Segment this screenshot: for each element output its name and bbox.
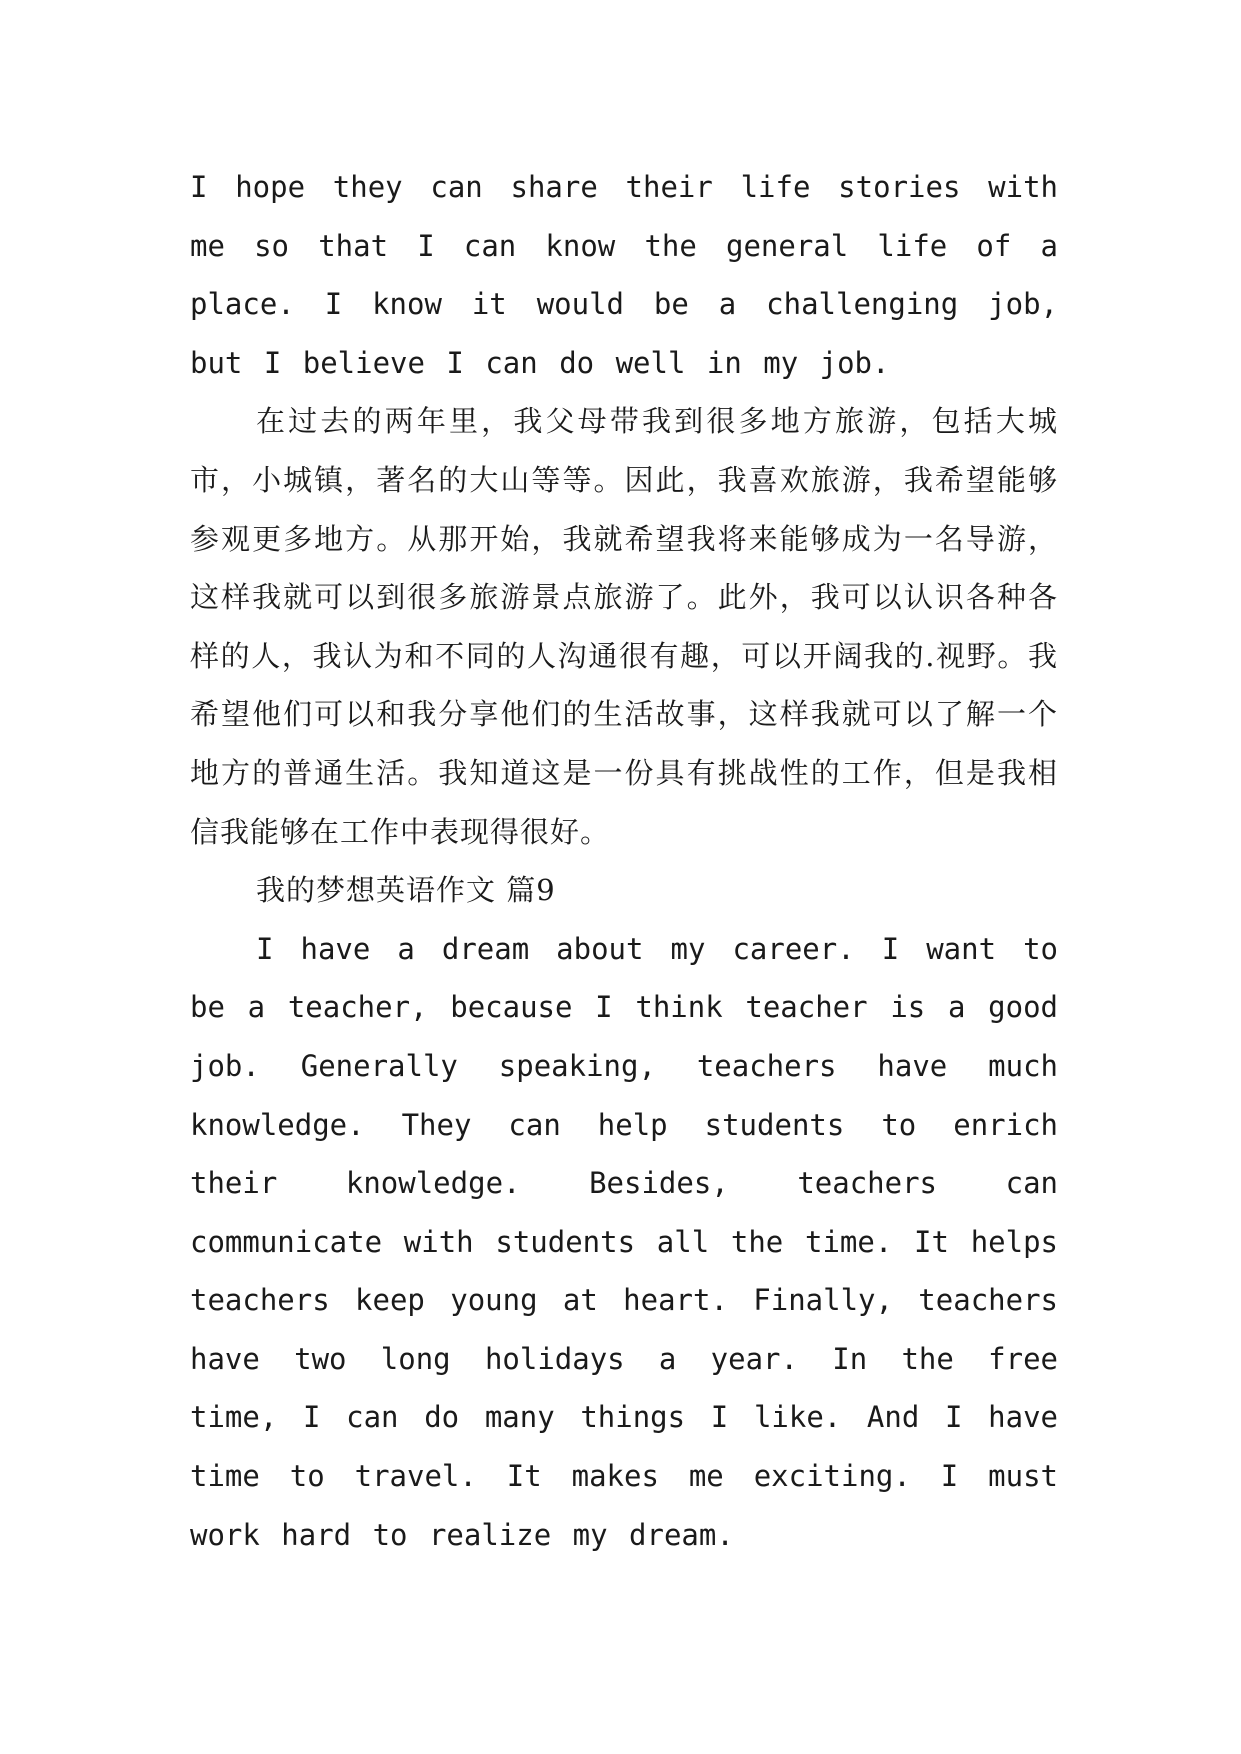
paragraph-english-essay: I have a dream about my career. I want to be a teacher, because I think teacher is a good job. Generally speaking, teachers have much knowledge. They can help students to enrich their knowledge. Besides, teachers can communicate with students all the time. It helps teachers keep young at heart. Finally, teachers have two long holidays a year. In the free time, I can do many things I like. And I have time to travel. It makes me exciting. I must work hard to realize my dream. <box>190 931 1058 1552</box>
document-page <box>190 158 1058 1564</box>
section-heading: 我的梦想英语作文 篇9 <box>256 873 556 908</box>
paragraph-chinese-translation: 在过去的两年里，我父母带我到很多地方旅游，包括大城市，小城镇，著名的大山等等。因此，我喜欢旅游，我希望能够参观更多地方。从那开始，我就希望我将来能够成为一名导游，这样我就可以到很多旅游景点旅游了。此外，我可以认识各种各样的人，我认为和不同的人沟通很有趣，可以开阔我的.视野。我希望他们可以和我分享他们的生活故事，这样我就可以了解一个地方的普通生活。我知道这是一份具有挑战性的工作，但是我相信我能够在工作中表现得很好。 <box>190 404 1058 849</box>
paragraph-english-continuation: I hope they can share their life stories with me so that I can know the general life of a place. I know it would be a challenging job, but I believe I can do well in my job. <box>190 170 1058 380</box>
